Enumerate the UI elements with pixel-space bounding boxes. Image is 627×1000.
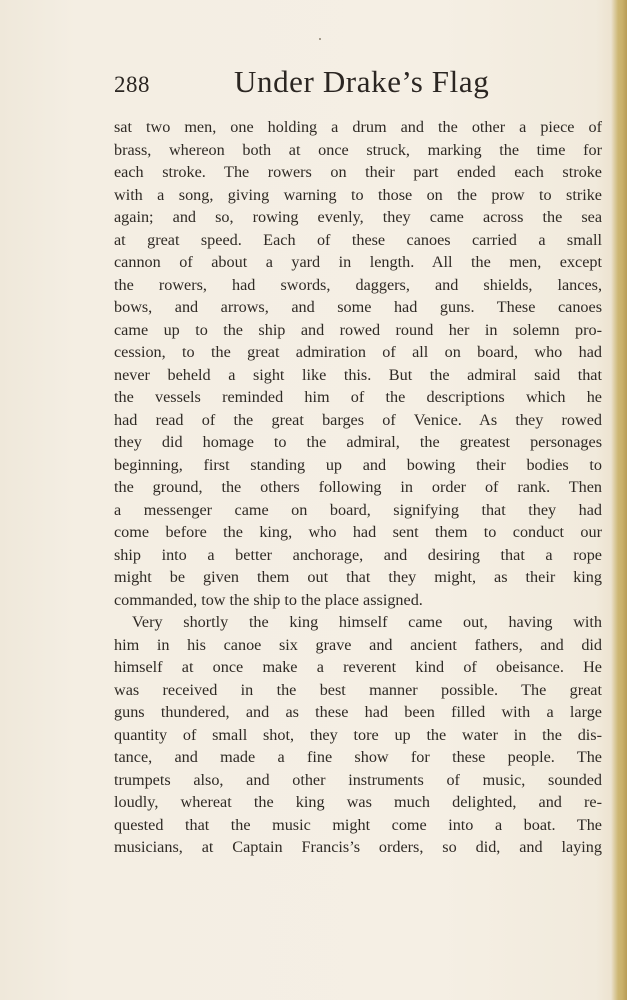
paragraph-first-line: Very shortly the king himself came out, having with [132,613,602,631]
text-line: quested that the music might come into a boat. The [114,815,602,834]
text-line: quantity of small shot, they tore up the water in the dis- [114,725,602,744]
text-line: guns thundered, and as these had been filled with a large [114,703,602,721]
text-line: brass, whereon both at once struck, marking the time for [114,140,602,159]
paragraph-last-line: commanded, tow the ship to the place assigned. [114,590,423,609]
text-line: trumpets also, and other instruments of music, sounded [114,770,602,789]
page-speck [319,38,321,40]
text-line: sat two men, one holding a drum and the other a piece of [114,118,602,136]
text-line: tance, and made a fine show for these people. The [114,748,602,766]
page-edge [611,0,627,1000]
text-line: beginning, first standing up and bowing their bodies to [114,455,602,474]
text-line: cannon of about a yard in length. All the men, except [114,253,602,271]
text-line: come before the king, who had sent them to conduct our [114,523,602,541]
text-line: bows, and arrows, and some had guns. These canoes [114,298,602,316]
text-line: the vessels reminded him of the descriptions which he [114,388,602,406]
page-header [114,66,604,110]
text-line: again; and so, rowing evenly, they came across the sea [114,208,602,226]
text-line: himself at once make a reverent kind of obeisance. He [114,658,602,676]
text-line: cession, to the great admiration of all on board, who had [114,343,602,361]
body-text [114,116,602,859]
text-line: a messenger came on board, signifying that they had [114,500,602,519]
text-line: the ground, the others following in order of rank. Then [114,478,602,496]
running-title: Under Drake’s Flag [234,64,490,99]
text-line: the rowers, had swords, daggers, and shields, lances, [114,275,602,294]
text-line: with a song, giving warning to those on the prow to strike [114,185,602,204]
text-line: was received in the best manner possible. The great [114,680,602,699]
text-line: each stroke. The rowers on their part ended each stroke [114,163,602,181]
text-line: at great speed. Each of these canoes carried a small [114,230,602,249]
text-line: loudly, whereat the king was much delighted, and re- [114,793,602,811]
text-line: musicians, at Captain Francis’s orders, so did, and laying [114,838,602,856]
text-line: they did homage to the admiral, the greatest personages [114,433,602,451]
text-line: might be given them out that they might, as their king [114,568,602,586]
page-number: 288 [114,72,150,97]
text-line: him in his canoe six grave and ancient fathers, and did [114,635,602,654]
text-line: never beheld a sight like this. But the admiral said that [114,365,602,384]
text-line: came up to the ship and rowed round her in solemn pro- [114,320,602,339]
text-line: had read of the great barges of Venice. As they rowed [114,410,602,429]
text-line: ship into a better anchorage, and desiring that a rope [114,545,602,564]
